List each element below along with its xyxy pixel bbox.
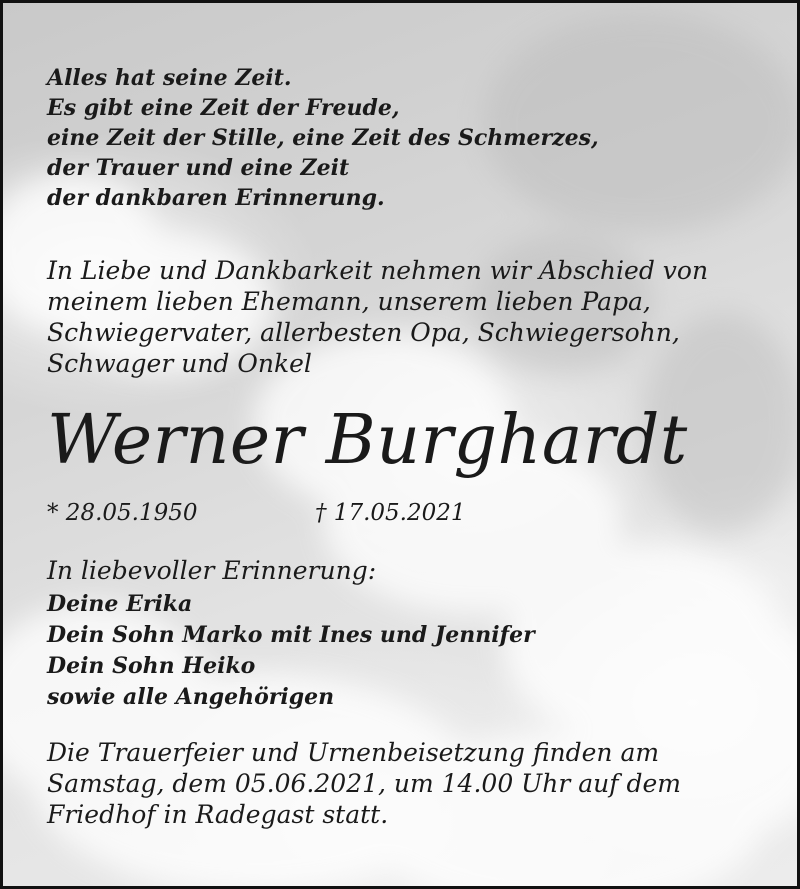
mourners-intro: In liebevoller Erinnerung: (47, 556, 377, 585)
motto-line: Alles hat seine Zeit. (47, 65, 292, 91)
mourner-name: sowie alle Angehörigen (47, 684, 335, 710)
motto-line: eine Zeit der Stille, eine Zeit des Schmerzes, (47, 125, 599, 151)
ceremony-line: Die Trauerfeier und Urnenbeisetzung finden am (47, 738, 660, 767)
mourner-name: Deine Erika (47, 591, 193, 617)
farewell-line: Schwager und Onkel (47, 349, 312, 378)
mourner-name: Dein Sohn Marko mit Ines und Jennifer (47, 622, 535, 648)
ceremony-line: Samstag, dem 05.06.2021, um 14.00 Uhr auf dem (47, 769, 681, 798)
farewell-line: Schwiegervater, allerbesten Opa, Schwiegersohn, (47, 318, 680, 347)
mourner-name: Dein Sohn Heiko (47, 653, 256, 679)
death-date: † 17.05.2021 (315, 500, 466, 526)
motto-line: Es gibt eine Zeit der Freude, (47, 95, 400, 121)
motto-line: der dankbaren Erinnerung. (47, 185, 385, 211)
farewell-line: In Liebe und Dankbarkeit nehmen wir Abschied von (47, 256, 709, 285)
motto-line: der Trauer und eine Zeit (47, 155, 350, 181)
birth-date: * 28.05.1950 (47, 500, 198, 526)
deceased-name: Werner Burghardt (47, 401, 688, 480)
ceremony-line: Friedhof in Radegast statt. (47, 800, 389, 829)
farewell-line: meinem lieben Ehemann, unserem lieben Papa, (47, 287, 651, 316)
